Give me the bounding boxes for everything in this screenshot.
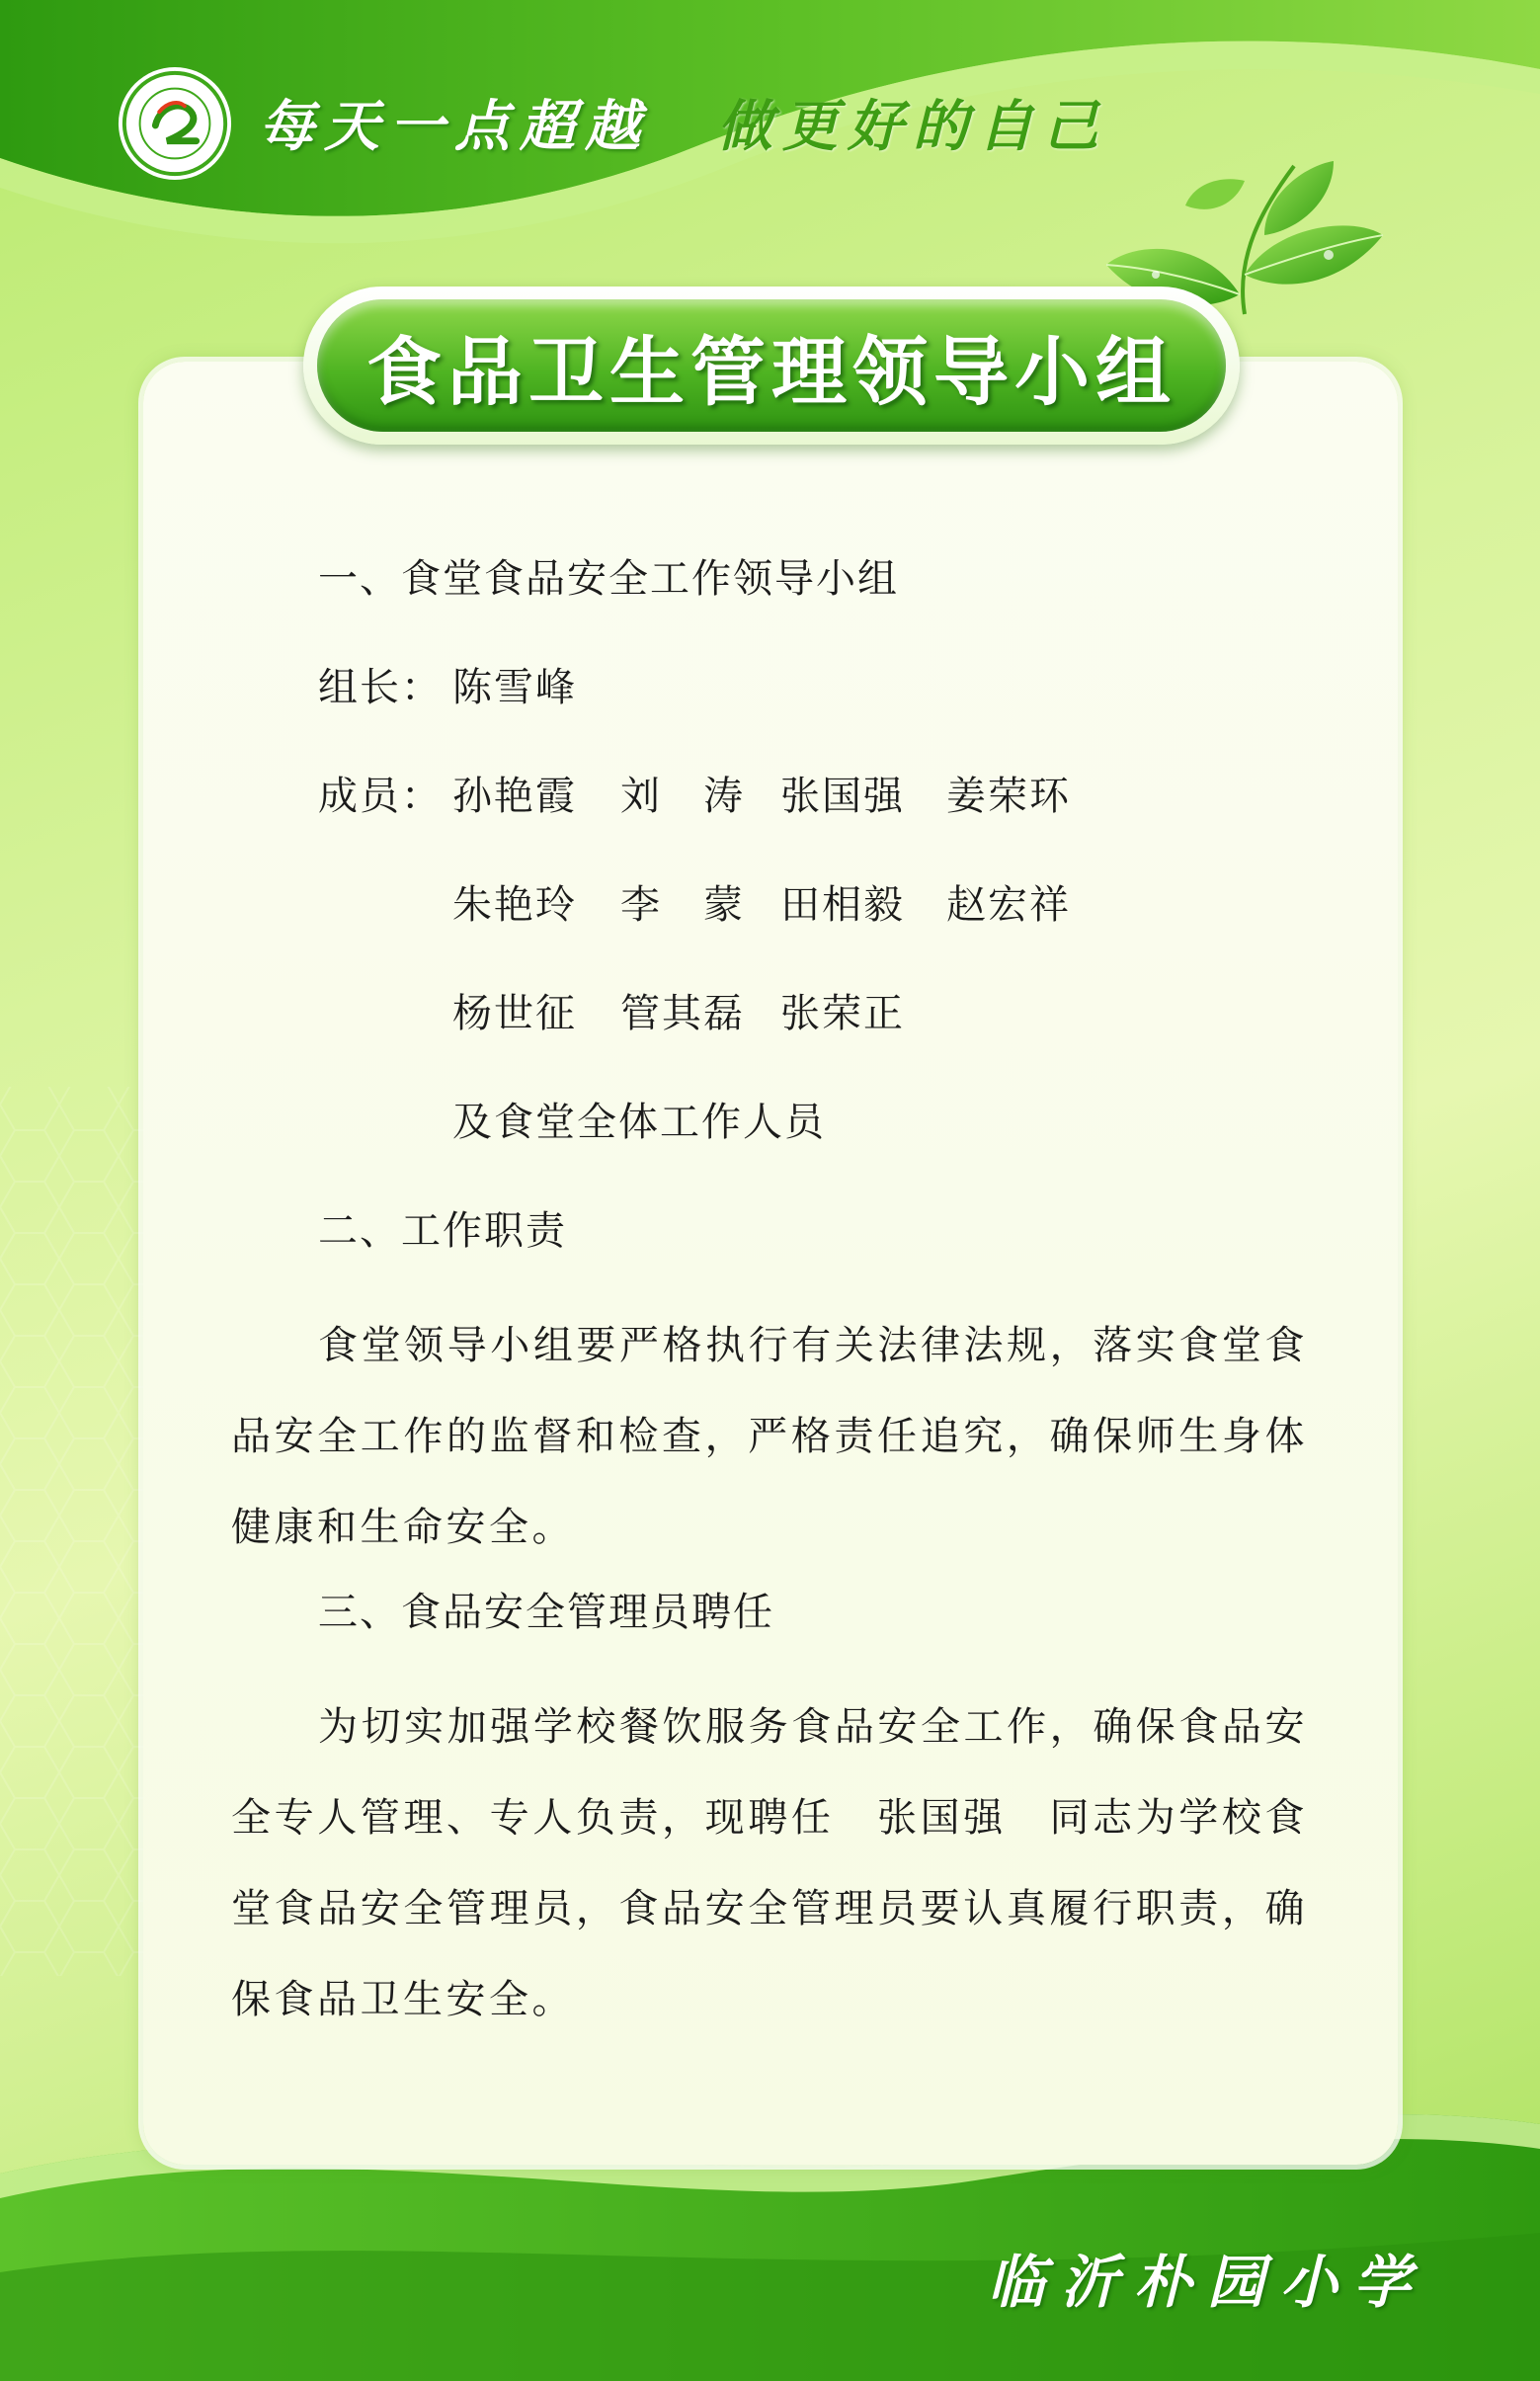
member-name: 管其磊 — [620, 991, 745, 1036]
section2-heading: 二、工作职责 — [318, 1208, 567, 1254]
section2-body: 食堂领导小组要严格执行有关法律法规，落实食堂食品安全工作的监督和检查，严格责任追究，确保师生身体健康和生命安全。 — [231, 1323, 1308, 1550]
member-name: 杨世征 — [452, 991, 577, 1036]
slogan-part1: 每天一点超越 — [259, 94, 650, 159]
member-name: 赵宏祥 — [946, 882, 1071, 928]
section3-heading: 三、食品安全管理员聘任 — [318, 1590, 774, 1635]
leader-label: 组长： — [318, 665, 443, 710]
member-name: 朱艳玲 — [452, 882, 577, 928]
member-name: 孙艳霞 — [452, 774, 577, 819]
member-name: 姜荣环 — [946, 774, 1071, 819]
section1-heading: 一、食堂食品安全工作领导小组 — [318, 556, 899, 602]
members-extra: 及食堂全体工作人员 — [452, 1100, 826, 1145]
title-badge-inner — [317, 299, 1226, 432]
member-name: 张荣正 — [780, 991, 905, 1036]
title-badge — [303, 287, 1240, 445]
leader-name: 陈雪峰 — [452, 665, 577, 710]
section3-body: 为切实加强学校餐饮服务食品安全工作，确保食品安全专人管理、专人负责，现聘任 张国强 同志为学校食堂食品安全管理员，食品安全管理员要认真履行职责，确保食品卫生安全。 — [231, 1704, 1308, 2022]
member-name: 刘 涛 — [620, 774, 745, 819]
member-name: 田相毅 — [780, 882, 905, 928]
member-name: 李 蒙 — [620, 882, 745, 928]
members-label: 成员： — [318, 774, 443, 819]
school-name: 临沂朴园小学 — [988, 2249, 1427, 2316]
page-title: 食品卫生管理领导小组 — [366, 327, 1176, 416]
member-name: 张国强 — [780, 774, 905, 819]
school-logo-icon — [117, 65, 233, 182]
slogan-part2: 做更好的自己 — [717, 94, 1108, 159]
